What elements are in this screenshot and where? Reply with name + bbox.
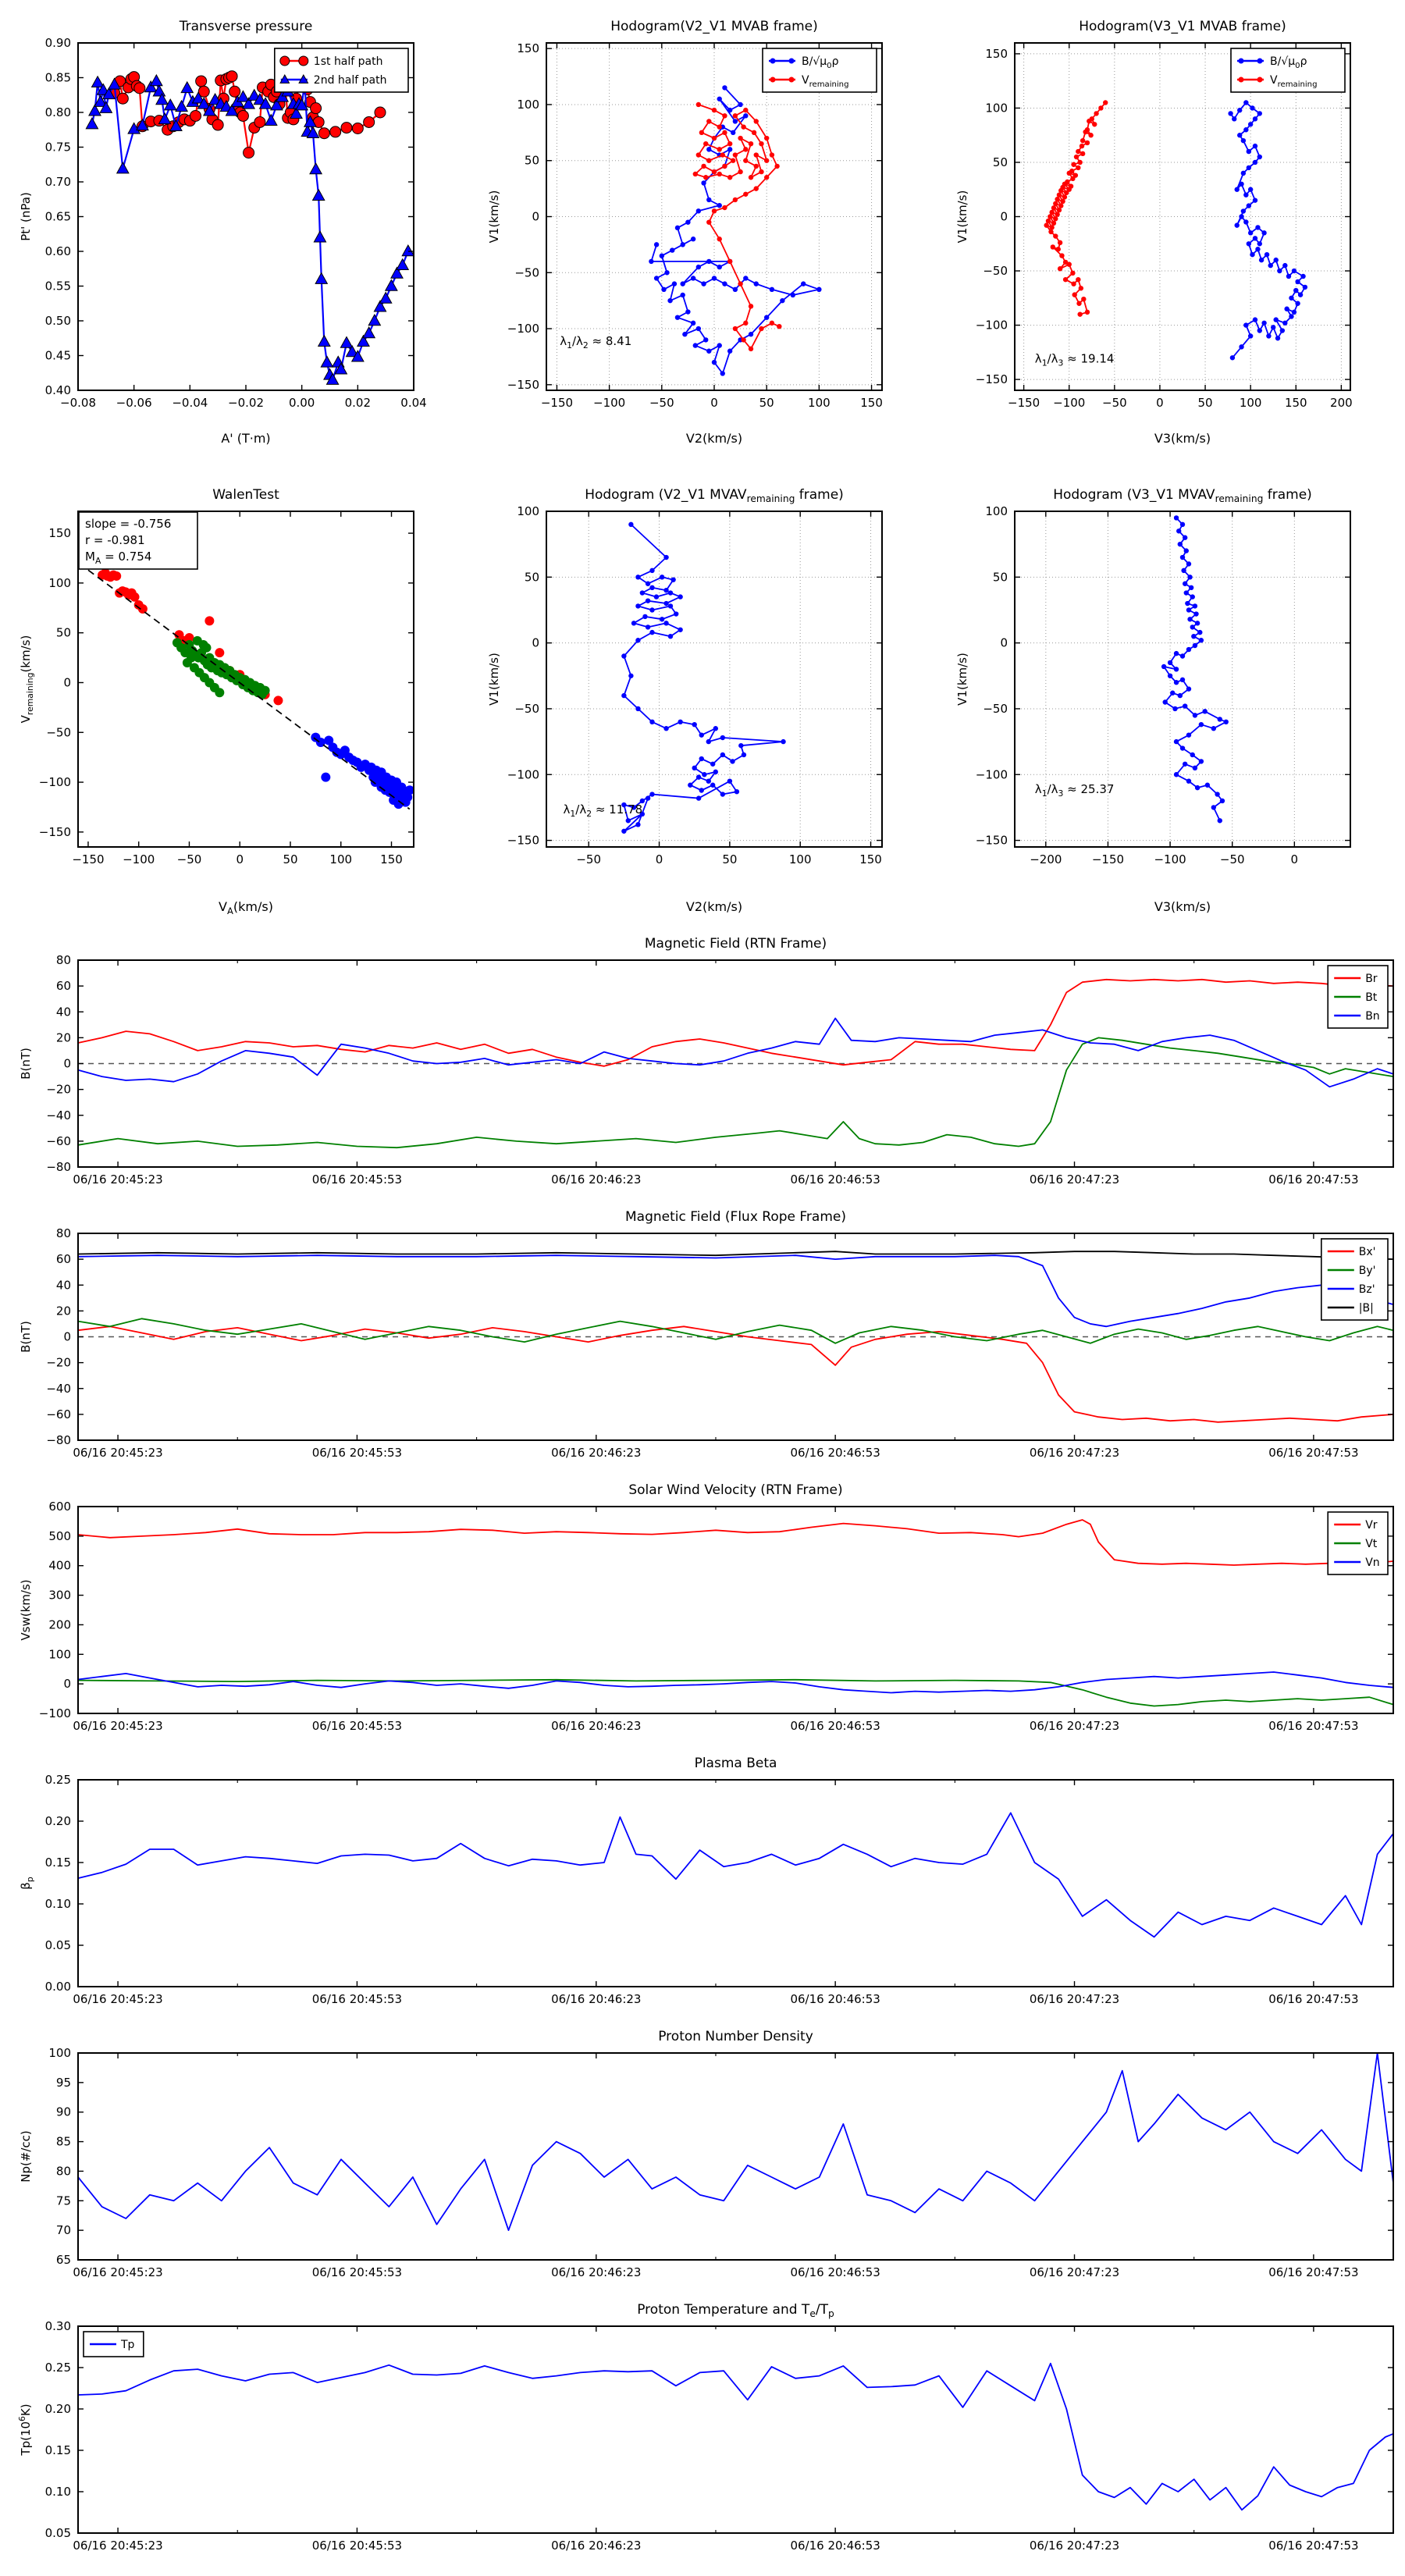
series-beta-p <box>78 1813 1393 1937</box>
y-tick-label: 20 <box>55 1030 71 1045</box>
legend <box>1328 1512 1388 1574</box>
x-tick-label: −50 <box>576 852 602 866</box>
x-ticks <box>73 960 1358 1187</box>
x-ticks <box>73 2326 1358 2553</box>
y-tick-label: 0.55 <box>44 279 71 294</box>
panel-title: Magnetic Field (Flux Rope Frame) <box>625 1209 846 1225</box>
x-tick-label: 100 <box>1239 396 1262 410</box>
panel-title: Hodogram(V3_V1 MVAB frame) <box>1079 19 1286 34</box>
y-axis-label: B(nT) <box>19 1321 33 1353</box>
legend-label: Vt <box>1365 1538 1378 1550</box>
x-tick-label: 150 <box>859 852 882 866</box>
x-tick-label: 06/16 20:47:23 <box>1029 1172 1120 1187</box>
y-tick-label: −80 <box>46 1160 71 1174</box>
y-axis-label: Np(#/cc) <box>19 2130 33 2183</box>
x-tick-label: 06/16 20:47:23 <box>1029 1992 1120 2006</box>
y-tick-label: 100 <box>48 2046 71 2060</box>
y-tick-label: 50 <box>55 625 71 640</box>
panel-title: WalenTest <box>212 487 279 503</box>
y-tick-label: 150 <box>48 526 71 541</box>
y-tick-label: −50 <box>514 265 539 280</box>
x-tick-label: 06/16 20:46:23 <box>551 1719 642 1733</box>
series-V-hodogram <box>1161 515 1229 823</box>
legend-label: Bx' <box>1358 1246 1376 1258</box>
x-tick-label: 0 <box>236 852 244 866</box>
y-tick-label: −80 <box>46 1433 71 1447</box>
y-tick-label: 70 <box>55 2223 71 2238</box>
x-ticks <box>73 1507 1358 1733</box>
legend-label: By' <box>1358 1265 1376 1277</box>
walen-test-panel <box>0 457 468 925</box>
y-tick-label: 0.05 <box>44 1938 71 1952</box>
y-tick-label: 100 <box>517 97 539 112</box>
transverse-pressure-panel <box>0 0 468 457</box>
x-ticks <box>1008 43 1353 410</box>
proton-temperature-panel <box>0 2291 1405 2564</box>
x-tick-label: 06/16 20:47:23 <box>1029 2539 1120 2553</box>
x-tick-label: 06/16 20:45:53 <box>311 1172 403 1187</box>
x-axis-label: V2(km/s) <box>685 431 743 446</box>
y-tick-label: −100 <box>507 322 539 336</box>
hodogram-v2v1-mvab-panel <box>468 0 937 457</box>
legend-label: Br <box>1365 973 1378 985</box>
x-tick-label: 06/16 20:46:23 <box>551 2539 642 2553</box>
x-tick-label: −200 <box>1030 852 1062 866</box>
y-axis-label: Vsw(km/s) <box>19 1579 33 1641</box>
y-tick-label: 0.90 <box>44 36 71 50</box>
x-tick-label: 50 <box>283 852 298 866</box>
y-tick-label: 100 <box>48 575 71 590</box>
y-tick-label: 0.45 <box>44 348 71 363</box>
axes-frame <box>546 511 882 847</box>
gridlines <box>546 511 882 847</box>
x-axis-label: $V_A(km/s)$ <box>219 899 273 916</box>
y-tick-label: 0.30 <box>44 2319 71 2333</box>
legend-label: 1st half path <box>313 55 383 68</box>
y-tick-label: 600 <box>48 1500 71 1514</box>
x-tick-label: 06/16 20:45:53 <box>311 1446 403 1460</box>
legend-label: $B/√\mu_0\rho$ <box>802 55 839 70</box>
y-tick-label: 0.15 <box>44 2443 71 2457</box>
y-tick-label: −150 <box>38 824 71 839</box>
lambda-ratio-annotation: $\lambda_1/\lambda_2 \approx 11.78$ <box>563 802 643 819</box>
plasma-beta-panel <box>0 1745 1405 2018</box>
y-tick-label: 0 <box>1000 635 1008 650</box>
x-tick-label: 06/16 20:45:23 <box>73 1992 163 2006</box>
y-tick-label: 0.75 <box>44 140 71 155</box>
panel-title: Hodogram (V3_V1 $MVAV_{remaining}$ frame) <box>1053 487 1312 504</box>
lambda-ratio-annotation: $\lambda_1/\lambda_3 \approx 25.37$ <box>1034 782 1115 799</box>
x-tick-label: −50 <box>176 852 202 866</box>
y-tick-label: 0.20 <box>44 1814 71 1828</box>
x-tick-label: 06/16 20:47:23 <box>1029 2265 1120 2279</box>
gridlines <box>1015 43 1350 390</box>
y-tick-label: −50 <box>46 725 71 740</box>
x-tick-label: 06/16 20:45:23 <box>73 1719 163 1733</box>
y-ticks <box>45 2319 1393 2540</box>
panel-title: Magnetic Field (RTN Frame) <box>644 936 827 952</box>
legend-label: $V_{remaining}$ <box>1270 74 1318 89</box>
x-tick-label: 06/16 20:45:23 <box>73 1446 163 1460</box>
x-axis-label: V3(km/s) <box>1154 899 1211 914</box>
x-tick-label: −150 <box>540 396 574 410</box>
y-tick-label: 0.25 <box>44 1773 71 1787</box>
series-Bz- <box>78 1255 1393 1326</box>
x-tick-label: −100 <box>593 396 626 410</box>
x-tick-label: −150 <box>1091 852 1125 866</box>
y-axis-label: $\beta_p$ <box>19 1877 35 1890</box>
series-fit-line <box>88 570 410 809</box>
y-tick-label: 0.40 <box>44 383 71 397</box>
y-tick-label: 0 <box>63 675 71 690</box>
y-ticks <box>976 47 1350 386</box>
x-tick-label: 06/16 20:46:23 <box>551 2265 642 2279</box>
legend-label: 2nd half path <box>313 74 387 87</box>
x-ticks <box>73 1233 1358 1460</box>
x-tick-label: 06/16 20:46:23 <box>551 1992 642 2006</box>
x-tick-label: 50 <box>759 396 774 410</box>
y-tick-label: −100 <box>507 767 539 782</box>
y-tick-label: 0.50 <box>44 314 71 328</box>
y-ticks <box>45 1773 1393 1994</box>
y-tick-label: −150 <box>975 833 1008 848</box>
series-Bn <box>78 1019 1393 1087</box>
x-tick-label: 0.02 <box>344 396 372 410</box>
lambda-ratio-annotation: $\lambda_1/\lambda_2 \approx 8.41$ <box>560 334 632 351</box>
y-tick-label: 100 <box>985 101 1008 116</box>
y-tick-label: 60 <box>55 1252 71 1267</box>
x-ticks <box>73 1780 1358 2006</box>
x-tick-label: 06/16 20:47:23 <box>1029 1719 1120 1733</box>
y-tick-label: 65 <box>55 2253 71 2267</box>
y-tick-label: −60 <box>46 1133 71 1148</box>
y-tick-label: −150 <box>507 377 539 392</box>
x-tick-label: 06/16 20:46:53 <box>790 1992 880 2006</box>
x-tick-label: 06/16 20:47:53 <box>1268 1992 1359 2006</box>
x-axis-label: V2(km/s) <box>685 899 743 914</box>
x-tick-label: 0.00 <box>288 396 315 410</box>
x-tick-label: 06/16 20:46:53 <box>790 2265 880 2279</box>
series-By- <box>78 1318 1393 1343</box>
legend-label: Bt <box>1365 991 1378 1004</box>
y-tick-label: 50 <box>524 570 539 585</box>
y-tick-label: 0.20 <box>44 2402 71 2416</box>
y-tick-label: 40 <box>55 1005 71 1019</box>
x-tick-label: 0 <box>1290 852 1299 866</box>
y-tick-label: 50 <box>524 153 539 168</box>
axes-frame <box>78 1507 1393 1713</box>
y-tick-label: 100 <box>48 1647 71 1662</box>
y-tick-label: −60 <box>46 1407 71 1421</box>
y-ticks <box>39 526 414 839</box>
y-axis-label: $Tp(10^6K)$ <box>17 2403 33 2456</box>
x-tick-label: −0.06 <box>116 396 152 410</box>
x-tick-label: 06/16 20:46:23 <box>551 1446 642 1460</box>
x-tick-label: −150 <box>1008 396 1040 410</box>
y-tick-label: 0.00 <box>44 1980 71 1994</box>
y-tick-label: 80 <box>55 2164 71 2179</box>
x-tick-label: 200 <box>1330 396 1353 410</box>
series-Vr <box>78 1520 1393 1565</box>
y-tick-label: 150 <box>517 41 539 56</box>
x-tick-label: 06/16 20:45:23 <box>73 2265 163 2279</box>
y-tick-label: 50 <box>992 570 1008 585</box>
legend <box>84 2332 144 2357</box>
y-tick-label: 80 <box>55 1226 71 1240</box>
series-Np <box>78 2053 1393 2230</box>
y-tick-label: 0.05 <box>44 2526 71 2540</box>
legend <box>1328 966 1388 1028</box>
y-tick-label: 0 <box>63 1056 71 1071</box>
x-tick-label: −100 <box>1154 852 1186 866</box>
y-tick-label: 0.60 <box>44 244 71 258</box>
y-axis-label: V1(km/s) <box>487 653 501 706</box>
y-tick-label: −40 <box>46 1381 71 1396</box>
y-tick-label: 85 <box>55 2134 71 2149</box>
y-tick-label: −100 <box>38 775 71 790</box>
legend <box>1231 48 1345 92</box>
y-tick-label: 0 <box>532 635 539 650</box>
y-tick-label: 100 <box>985 504 1008 518</box>
axes-frame <box>78 1780 1393 1987</box>
y-axis-label: $V_{remaining}(km/s)$ <box>19 635 35 724</box>
x-tick-label: 100 <box>788 852 812 866</box>
x-tick-label: −100 <box>123 852 155 866</box>
x-tick-label: 06/16 20:47:53 <box>1268 2265 1359 2279</box>
y-ticks <box>48 2046 1393 2267</box>
x-ticks <box>1030 511 1298 866</box>
x-tick-label: 06/16 20:47:53 <box>1268 1172 1359 1187</box>
series-Vn <box>78 1672 1393 1693</box>
legend-label: Tp <box>121 2339 135 2351</box>
panel-title: Transverse pressure <box>179 19 313 34</box>
legend-label: Vn <box>1365 1557 1380 1569</box>
y-tick-label: 60 <box>55 979 71 994</box>
y-tick-label: 0.80 <box>44 105 71 119</box>
x-tick-label: 50 <box>1197 396 1213 410</box>
x-tick-label: 100 <box>808 396 831 410</box>
y-tick-label: −50 <box>514 701 539 716</box>
x-axis-label: V3(km/s) <box>1154 431 1211 446</box>
legend-label: Bz' <box>1358 1283 1375 1296</box>
x-ticks <box>73 2053 1358 2279</box>
y-tick-label: −20 <box>46 1082 71 1097</box>
y-ticks <box>39 1500 1393 1720</box>
y-tick-label: 0.10 <box>44 2485 71 2499</box>
y-tick-label: −50 <box>983 264 1008 279</box>
x-tick-label: 06/16 20:45:23 <box>73 2539 163 2553</box>
y-tick-label: −150 <box>507 833 539 848</box>
y-tick-label: 0 <box>1000 209 1008 224</box>
x-tick-label: −50 <box>1102 396 1127 410</box>
x-tick-label: 06/16 20:46:53 <box>790 1172 880 1187</box>
y-tick-label: 0.65 <box>44 209 71 224</box>
x-tick-label: 06/16 20:47:53 <box>1268 1446 1359 1460</box>
magnetic-field-flux-rope-panel <box>0 1198 1405 1471</box>
y-tick-label: 0.25 <box>44 2361 71 2375</box>
stats-line: r = -0.981 <box>85 533 145 547</box>
series-Tp <box>78 2364 1393 2510</box>
y-tick-label: 0 <box>532 209 539 224</box>
x-axis-label: A' (T·m) <box>221 431 271 446</box>
proton-number-density-panel <box>0 2018 1405 2291</box>
stats-line: slope = -0.756 <box>85 517 172 531</box>
legend <box>1321 1239 1388 1320</box>
y-ticks <box>507 504 882 848</box>
y-tick-label: 75 <box>55 2194 71 2208</box>
panel-title: Plasma Beta <box>694 1756 777 1771</box>
x-tick-label: 150 <box>860 396 883 410</box>
y-tick-label: 300 <box>48 1588 71 1603</box>
y-tick-label: −100 <box>975 767 1008 782</box>
magnetic-field-rtn-panel <box>0 925 1405 1198</box>
x-tick-label: 0 <box>710 396 718 410</box>
y-tick-label: 50 <box>992 155 1008 169</box>
series-scatter-middle <box>173 636 270 699</box>
x-tick-label: −100 <box>1053 396 1086 410</box>
y-tick-label: 200 <box>48 1617 71 1632</box>
y-tick-label: −50 <box>983 701 1008 716</box>
y-tick-label: 90 <box>55 2105 71 2119</box>
y-tick-label: −40 <box>46 1108 71 1123</box>
y-tick-label: −20 <box>46 1355 71 1370</box>
lambda-ratio-annotation: $\lambda_1/\lambda_3 \approx 19.14$ <box>1034 351 1115 368</box>
y-tick-label: 400 <box>48 1558 71 1573</box>
solar-wind-velocity-panel <box>0 1471 1405 1745</box>
y-tick-label: −100 <box>975 318 1008 333</box>
x-tick-label: 06/16 20:47:53 <box>1268 1719 1359 1733</box>
x-tick-label: 50 <box>722 852 738 866</box>
x-tick-label: 06/16 20:46:53 <box>790 1719 880 1733</box>
x-tick-label: 0 <box>655 852 663 866</box>
y-tick-label: −150 <box>975 372 1008 387</box>
y-tick-label: 95 <box>55 2075 71 2090</box>
panel-title: Hodogram(V2_V1 MVAB frame) <box>610 19 818 34</box>
x-tick-label: 06/16 20:45:53 <box>311 1992 403 2006</box>
y-tick-label: 80 <box>55 953 71 967</box>
series-Br <box>78 980 1393 1066</box>
x-tick-label: −0.02 <box>228 396 264 410</box>
x-tick-label: 0.04 <box>400 396 427 410</box>
x-tick-label: 06/16 20:45:53 <box>311 2265 403 2279</box>
x-tick-label: 06/16 20:45:23 <box>73 1172 163 1187</box>
x-tick-label: 06/16 20:45:53 <box>311 1719 403 1733</box>
legend-label: Vr <box>1365 1519 1378 1532</box>
y-tick-label: 20 <box>55 1304 71 1318</box>
x-tick-label: 06/16 20:46:23 <box>551 1172 642 1187</box>
x-tick-label: 06/16 20:46:53 <box>790 2539 880 2553</box>
x-tick-label: 100 <box>329 852 353 866</box>
y-tick-label: 0.10 <box>44 1897 71 1911</box>
y-axis-label: V1(km/s) <box>487 190 501 244</box>
series-scatter-2nd-half <box>311 733 414 809</box>
panel-title: Solar Wind Velocity (RTN Frame) <box>628 1482 843 1498</box>
panel-title: Proton Number Density <box>658 2029 813 2044</box>
legend <box>763 48 877 92</box>
series-B-hodogram <box>649 85 821 375</box>
x-tick-label: 06/16 20:47:53 <box>1268 2539 1359 2553</box>
x-tick-label: −0.08 <box>60 396 96 410</box>
hodogram-v3v1-mvav-panel <box>937 457 1405 925</box>
x-tick-label: 06/16 20:46:53 <box>790 1446 880 1460</box>
y-axis-label: V1(km/s) <box>955 653 969 706</box>
y-tick-label: 0.70 <box>44 175 71 189</box>
panel-title: Hodogram (V2_V1 $MVAV_{remaining}$ frame) <box>585 487 844 504</box>
x-tick-label: 150 <box>380 852 403 866</box>
x-tick-label: 0 <box>1156 396 1164 410</box>
y-axis-label: Pt' (nPa) <box>19 192 33 241</box>
series-V-hodogram <box>621 522 786 834</box>
legend-label: $B/√\mu_0\rho$ <box>1270 55 1307 70</box>
x-tick-label: −50 <box>649 396 674 410</box>
y-tick-label: 0 <box>63 1329 71 1344</box>
series-V-remaining-hodogram <box>693 102 782 351</box>
y-tick-label: 500 <box>48 1528 71 1543</box>
legend-label: Bn <box>1365 1010 1380 1023</box>
axes-frame <box>78 2326 1393 2533</box>
y-tick-label: 150 <box>985 46 1008 61</box>
x-tick-label: −0.04 <box>172 396 208 410</box>
y-tick-label: 40 <box>55 1278 71 1293</box>
y-axis-label: V1(km/s) <box>955 190 969 244</box>
x-tick-label: 150 <box>1284 396 1307 410</box>
legend-label: $V_{remaining}$ <box>802 74 849 89</box>
x-tick-label: −50 <box>1219 852 1245 866</box>
series-V-remaining-hodogram <box>1044 100 1108 317</box>
y-axis-label: B(nT) <box>19 1048 33 1080</box>
y-tick-label: −100 <box>38 1706 71 1720</box>
y-tick-label: 0.15 <box>44 1856 71 1870</box>
x-tick-label: 06/16 20:47:23 <box>1029 1446 1120 1460</box>
stats-line: $M_A = 0.754$ <box>85 550 152 566</box>
x-tick-label: 06/16 20:45:53 <box>311 2539 403 2553</box>
hodogram-v2v1-mvav-panel <box>468 457 937 925</box>
y-tick-label: 100 <box>517 504 539 518</box>
series-Bx- <box>78 1326 1393 1422</box>
legend <box>275 48 408 92</box>
y-tick-label: 0 <box>63 1677 71 1692</box>
x-tick-label: −150 <box>72 852 105 866</box>
legend-label: |B| <box>1358 1302 1374 1315</box>
hodogram-v3v1-mvab-panel <box>937 0 1405 457</box>
y-tick-label: 0.85 <box>44 70 71 85</box>
panel-title: Proton Temperature and $T_e/T_p$ <box>637 2302 834 2319</box>
